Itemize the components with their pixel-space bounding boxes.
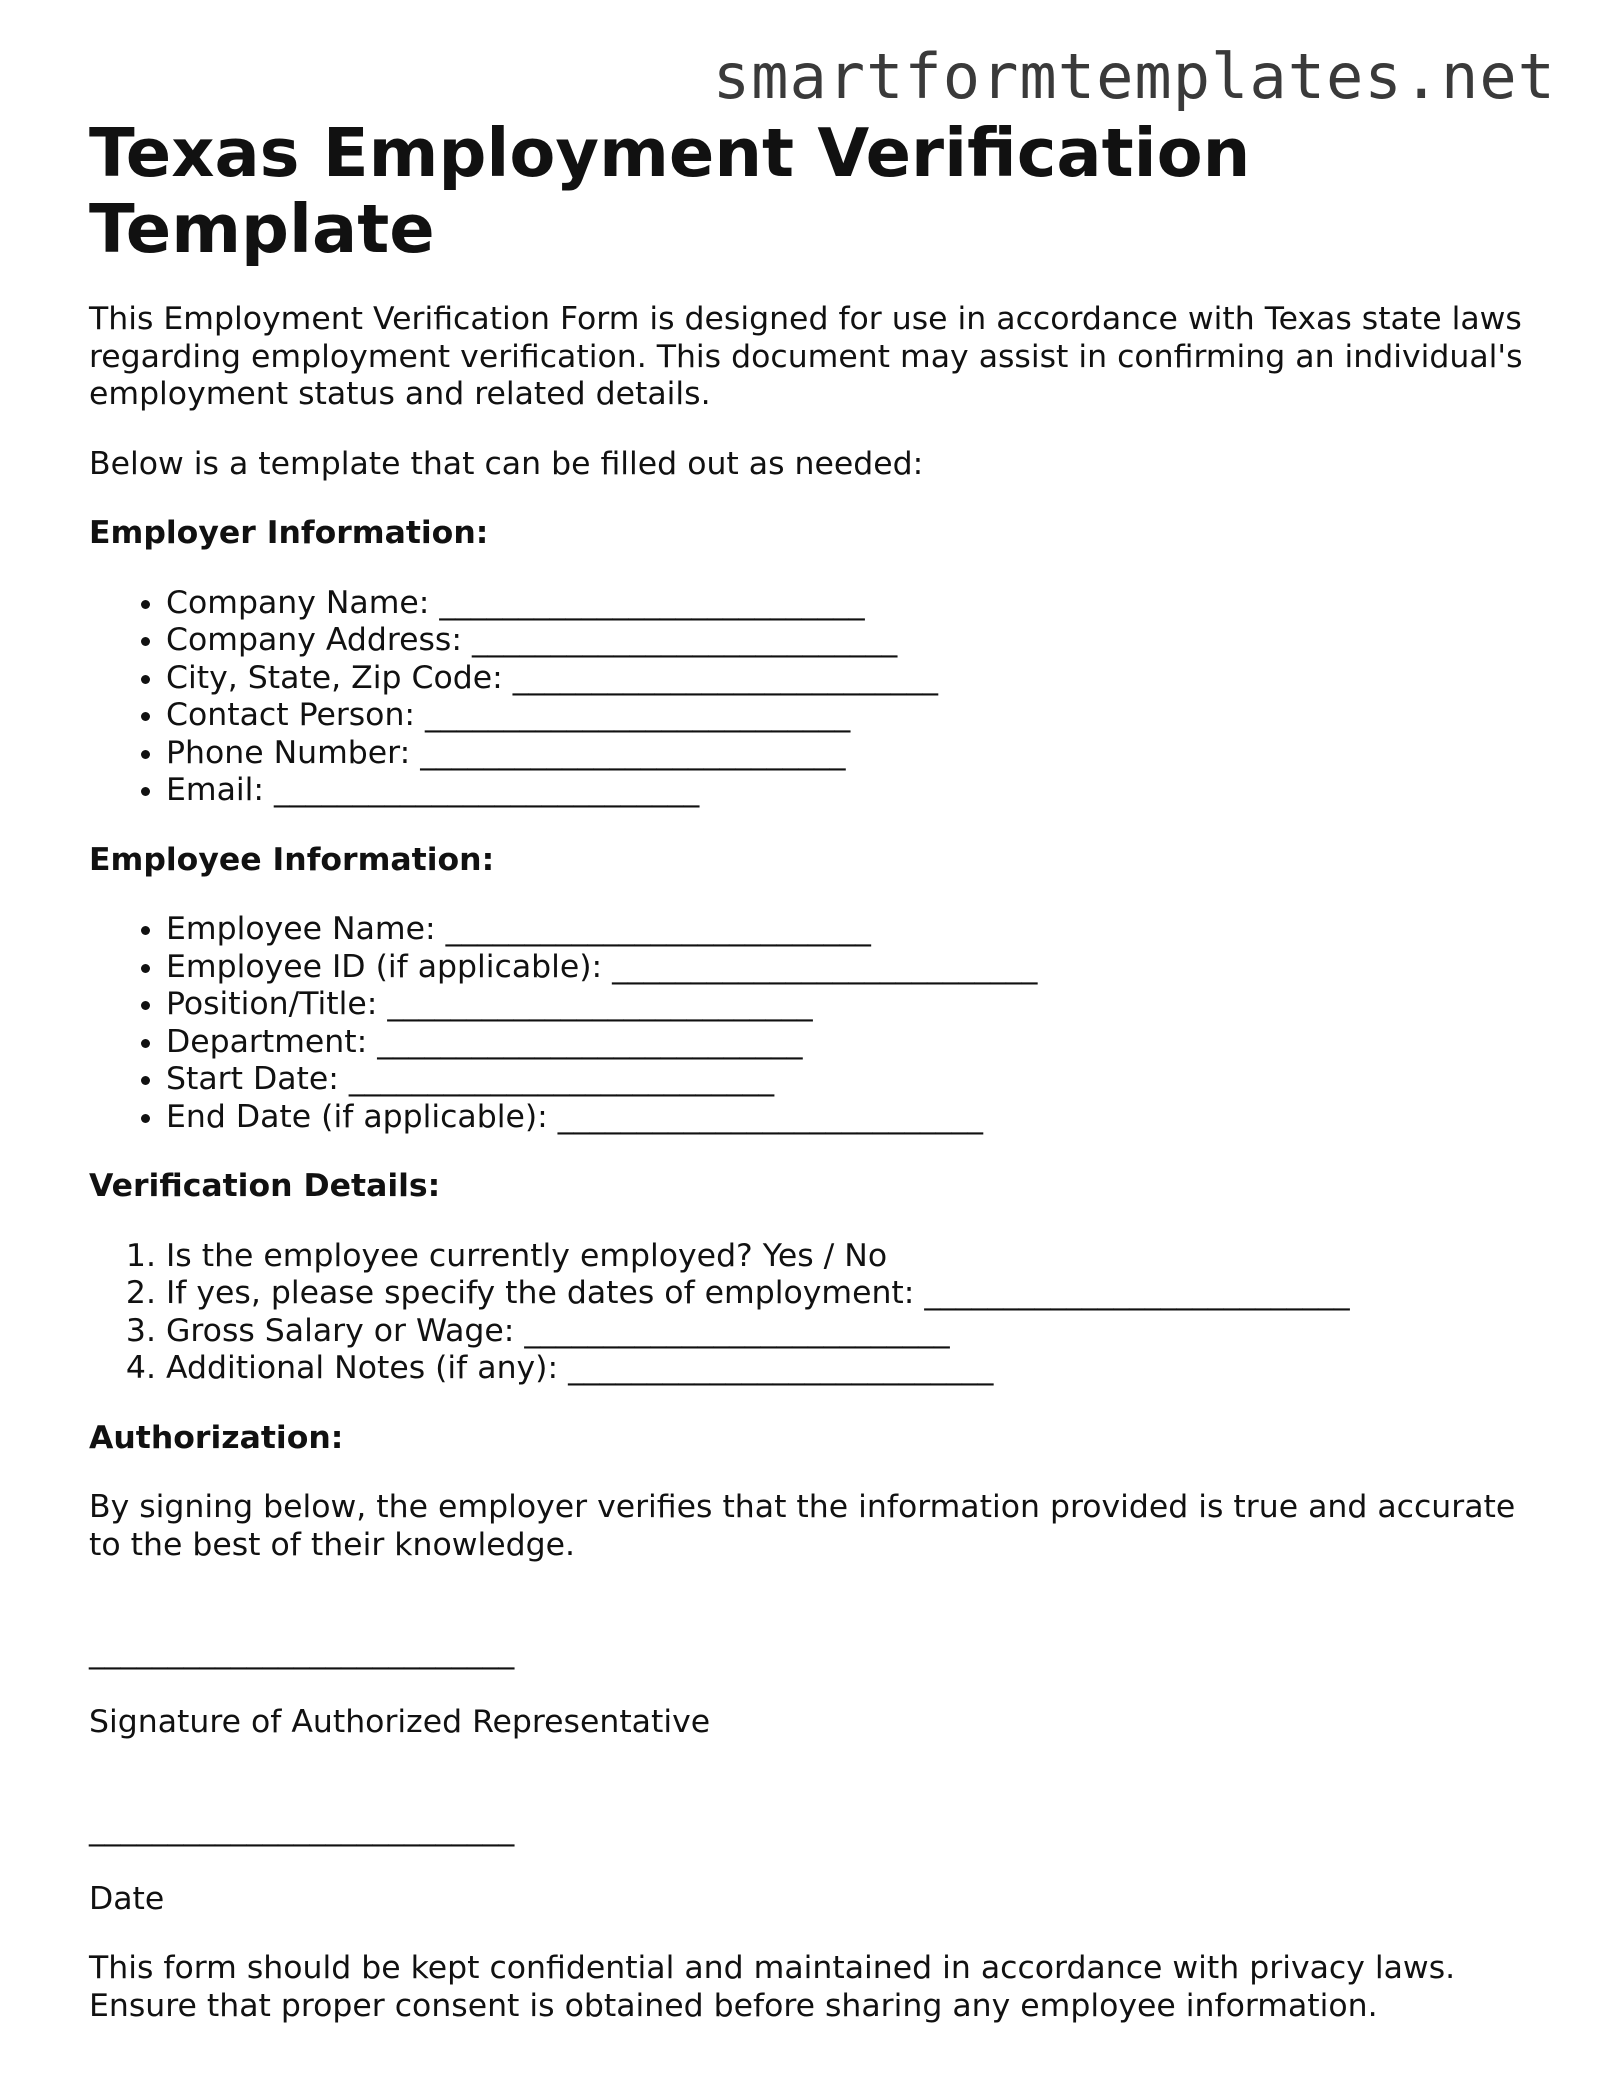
verification-currently-employed: 1. Is the employee currently employed? Yes / No [166,1238,1549,1276]
employee-department: • Department: ___________________________ [166,1024,1549,1062]
closing-paragraph: This form should be kept confidential and maintained in accordance with privacy laws. Ensure that proper consent is obtained before sharing any employee information. [89,1950,1456,2024]
watermark-text: smartformtemplates.net [712,40,1556,113]
verification-notes: 4. Additional Notes (if any): ___________________________ [166,1350,1549,1388]
employer-company-address: • Company Address: ___________________________ [166,622,1549,660]
employer-company-name: • Company Name: ___________________________ [166,585,1549,623]
employer-heading: Employer Information: [89,515,489,551]
intro-paragraph: This Employment Verification Form is designed for use in accordance with Texas state laws regarding employment verification. This document may assist in confirming an individual's employment status and related details. [89,301,1523,412]
employer-contact-person: • Contact Person: ___________________________ [166,697,1549,735]
employee-start-date: • Start Date: ___________________________ [166,1061,1549,1099]
employee-name: • Employee Name: ___________________________ [166,911,1549,949]
date-label: Date [89,1880,165,1917]
authorization-heading: Authorization: [89,1419,344,1456]
authorization-text: By signing below, the employer verifies that the information provided is true and accurate to the best of their knowledge. [89,1489,1516,1563]
date-line: ___________________________ [89,1811,515,1847]
employer-city-state-zip: • City, State, Zip Code: ___________________________ [166,660,1549,698]
verification-heading: Verification Details: [89,1168,441,1204]
employer-list [89,585,1549,810]
verification-dates: 2. If yes, please specify the dates of employment: ___________________________ [166,1275,1549,1313]
employee-list [89,911,1549,1136]
signature-label: Signature of Authorized Representative [89,1703,711,1740]
employee-heading: Employee Information: [89,841,495,878]
below-text: Below is a template that can be filled out as needed: [89,445,924,482]
employer-phone-number: • Phone Number: ___________________________ [166,735,1549,773]
employee-end-date: • End Date (if applicable): ___________________________ [166,1099,1549,1137]
employee-position: • Position/Title: ___________________________ [166,986,1549,1024]
verification-salary: 3. Gross Salary or Wage: ___________________________ [166,1313,1549,1351]
signature-line: ___________________________ [89,1634,515,1670]
verification-list [89,1238,1549,1388]
employee-id: • Employee ID (if applicable): ___________________________ [166,949,1549,987]
document-title: Texas Employment Verification Template [89,114,1251,268]
document-body [89,115,1549,2025]
employer-email: • Email: ___________________________ [166,772,1549,810]
